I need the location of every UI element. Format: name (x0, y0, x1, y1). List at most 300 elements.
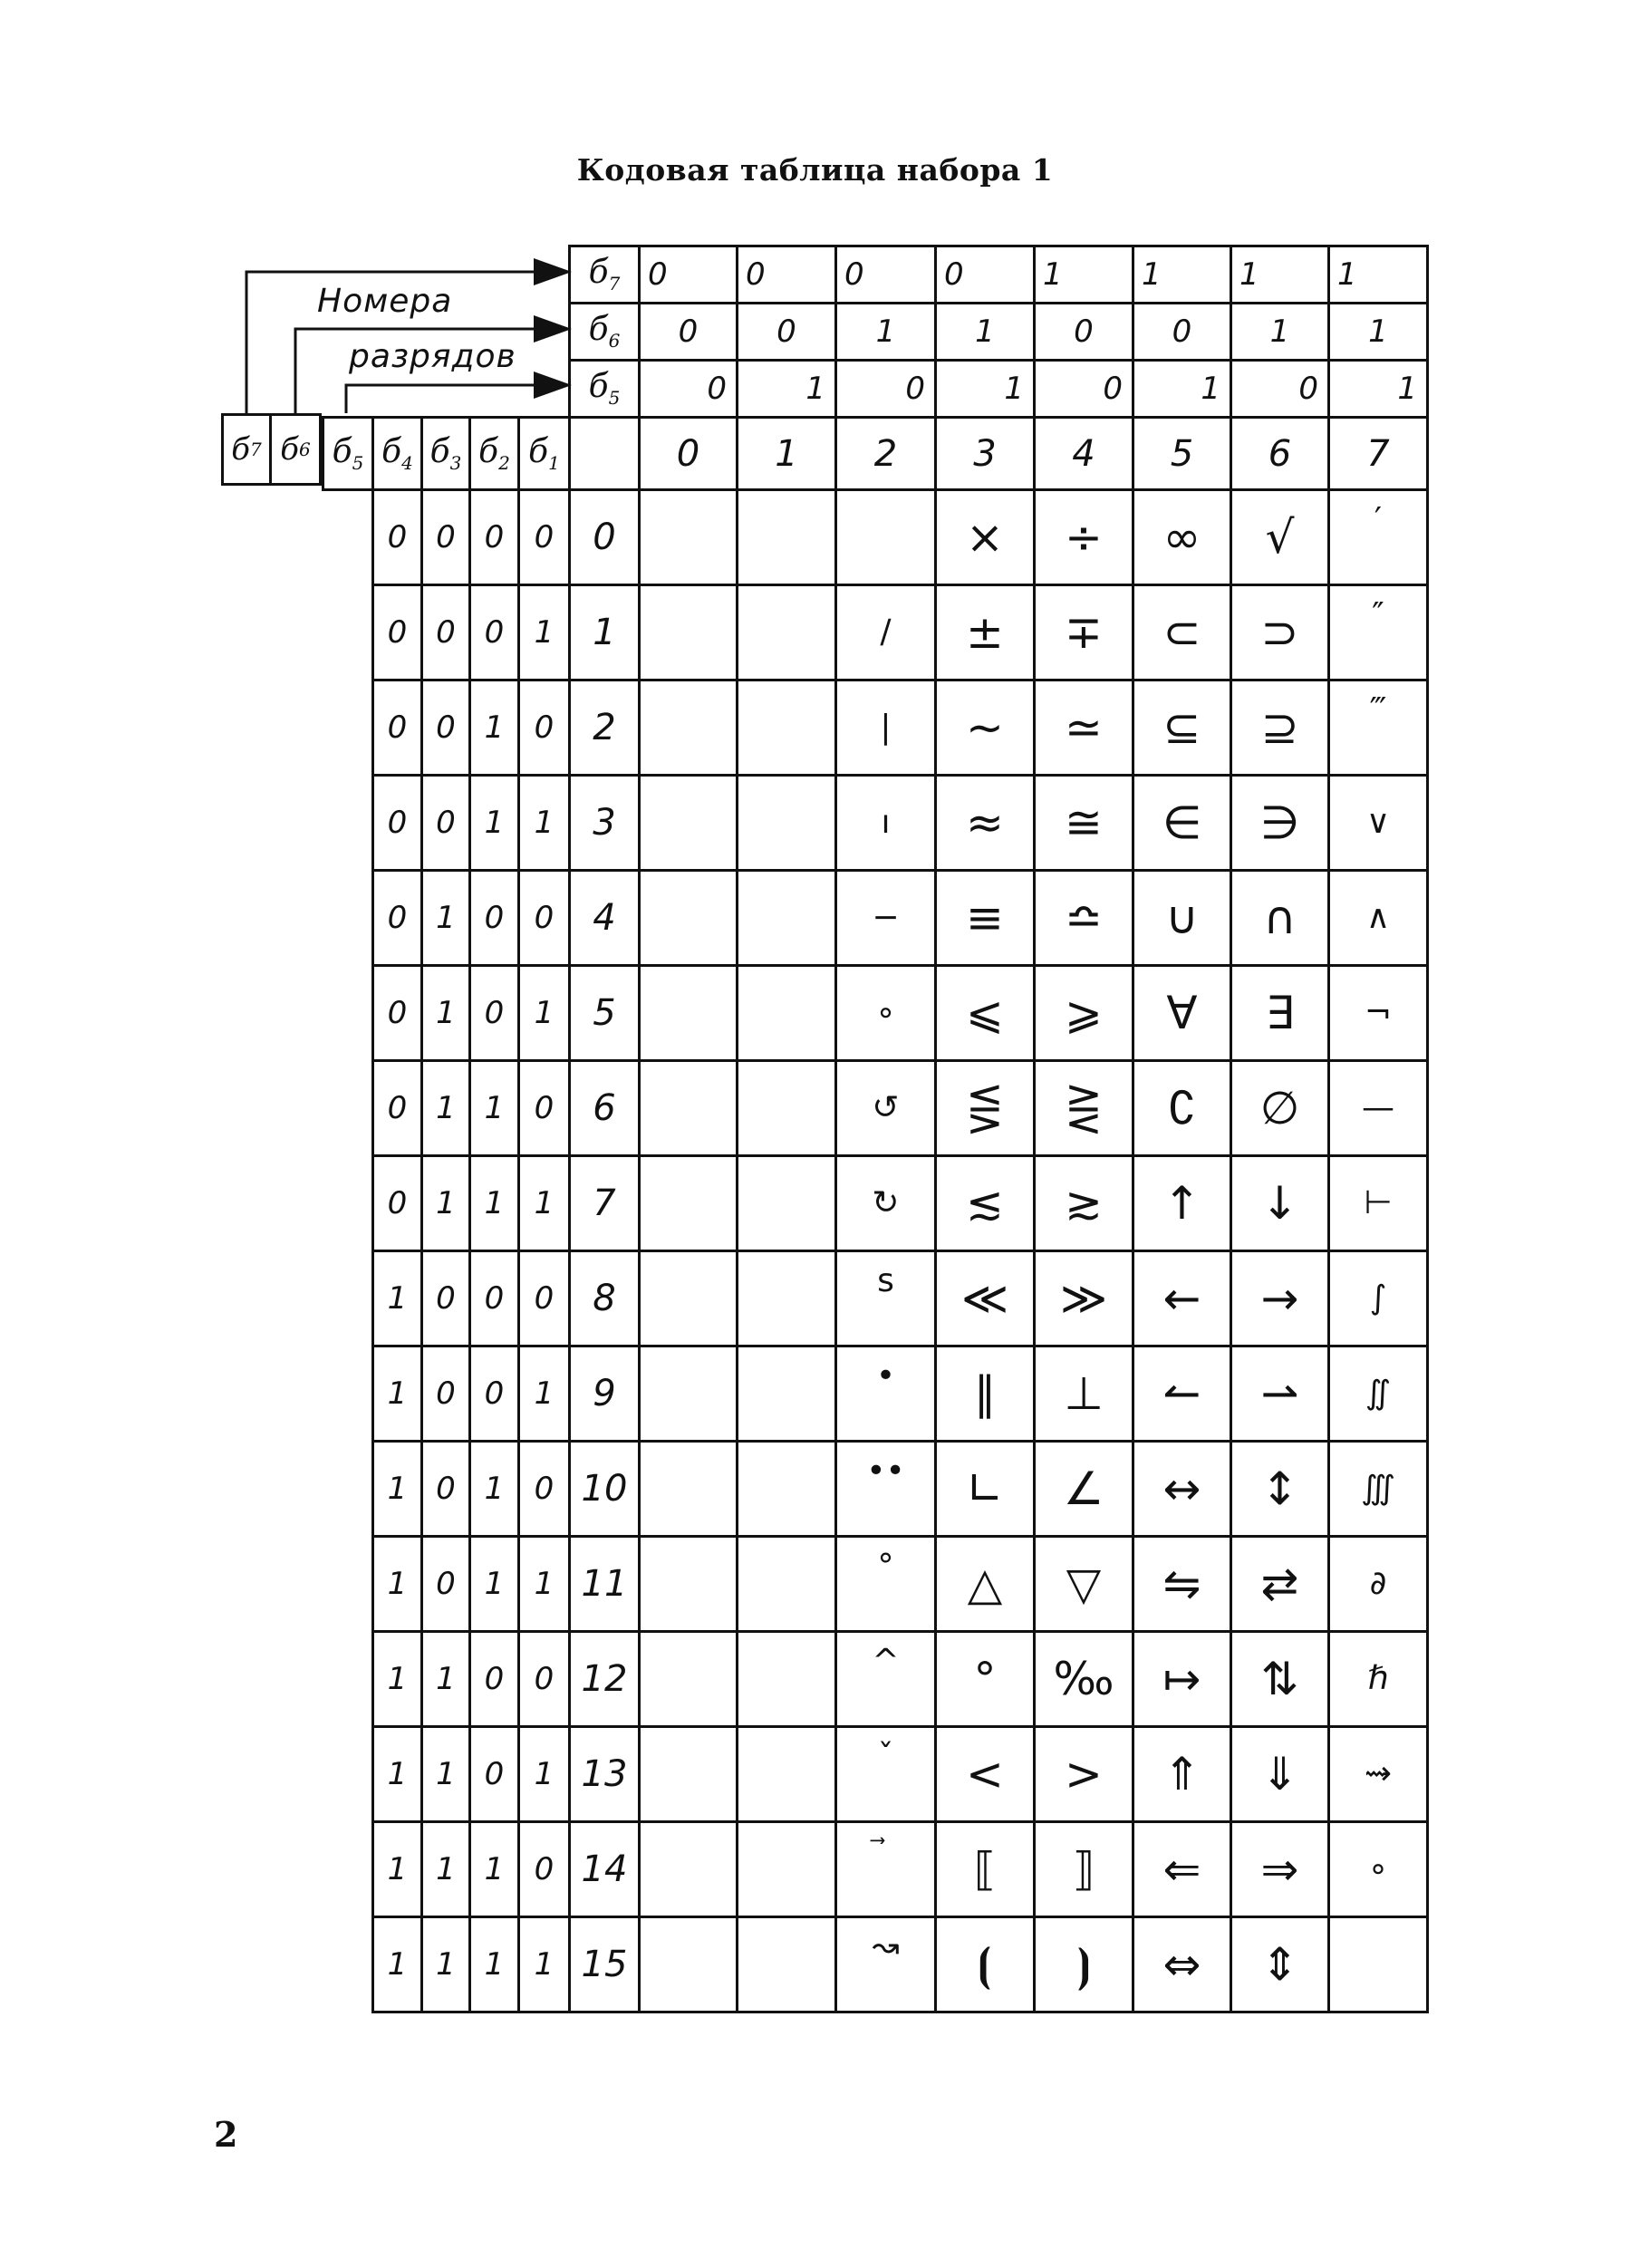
blank-cell (323, 1442, 373, 1537)
row-bit: 1 (519, 585, 570, 680)
table-row (323, 1156, 1428, 1251)
symbol-cell (738, 1727, 836, 1822)
blank-cell (323, 1061, 373, 1156)
blank-cell (323, 1727, 373, 1822)
caption-bits: разрядов (349, 338, 516, 375)
bit-label-b4: $б_4$ (373, 418, 422, 490)
symbol-cell: ⦗ (936, 1917, 1035, 2012)
symbol-cell: ℏ (1329, 1632, 1428, 1727)
symbol-cell: ‴ (1329, 680, 1428, 776)
row-bit: 1 (373, 1727, 422, 1822)
symbol-cell: ⦘ (1035, 1917, 1133, 2012)
header-bit-b7-col-2: 0 (836, 246, 936, 304)
symbol-cell (640, 1251, 738, 1346)
row-bit: 0 (422, 776, 470, 871)
symbol-cell: ∅ (1231, 1061, 1329, 1156)
row-bit: 0 (373, 1156, 422, 1251)
row-bit: 1 (470, 1442, 519, 1537)
table-row (323, 490, 1428, 585)
header-row-b5 (323, 361, 1428, 418)
row-bit: 1 (422, 1156, 470, 1251)
row-bit: 1 (519, 1917, 570, 2012)
symbol-cell (738, 1156, 836, 1251)
header-bit-b7-col-1: 0 (738, 246, 836, 304)
bit-label-b2: $б_2$ (470, 418, 519, 490)
row-bit: 0 (519, 680, 570, 776)
table-row (323, 1822, 1428, 1917)
symbol-cell: ↦ (1133, 1632, 1231, 1727)
blank-cell (323, 246, 373, 304)
symbol-cell: ∓ (1035, 585, 1133, 680)
symbol-cell: ∬ (1329, 1346, 1428, 1442)
blank-cell (422, 361, 470, 418)
symbol-cell: ⟧ (1035, 1822, 1133, 1917)
symbol-cell (640, 1822, 738, 1917)
column-number: 7 (1329, 418, 1428, 490)
symbol-cell: ⇄ (1231, 1537, 1329, 1632)
row-bit: 1 (470, 1061, 519, 1156)
table-row (323, 1537, 1428, 1632)
blank-cell (323, 361, 373, 418)
row-bit: 1 (373, 1822, 422, 1917)
row-bit: 0 (373, 871, 422, 966)
symbol-cell: ∥ (936, 1346, 1035, 1442)
symbol-cell: ≅ (1035, 776, 1133, 871)
symbol-cell: ⊃ (1231, 585, 1329, 680)
row-bit: 0 (422, 1251, 470, 1346)
symbol-cell: ∋ (1231, 776, 1329, 871)
symbol-cell: ↓ (1231, 1156, 1329, 1251)
symbol-cell: ≡ (936, 871, 1035, 966)
table-row (323, 585, 1428, 680)
symbol-cell: ¬ (1329, 966, 1428, 1061)
symbol-cell: ∘ (836, 966, 936, 1061)
symbol-cell: > (1035, 1727, 1133, 1822)
row-code: 12 (570, 1632, 640, 1727)
table-row (323, 1442, 1428, 1537)
symbol-cell (640, 1632, 738, 1727)
row-bit: 1 (470, 1917, 519, 2012)
blank-cell (323, 1822, 373, 1917)
table-row (323, 966, 1428, 1061)
symbol-cell (640, 871, 738, 966)
symbol-cell: ↺ (836, 1061, 936, 1156)
header-row-b7 (323, 246, 1428, 304)
row-bit: 0 (422, 490, 470, 585)
symbol-cell: ⩽ (936, 966, 1035, 1061)
bit-label-b1: $б_1$ (519, 418, 570, 490)
table-row (323, 680, 1428, 776)
blank-cell (323, 304, 373, 361)
symbol-cell: ⊇ (1231, 680, 1329, 776)
symbol-cell: △ (936, 1537, 1035, 1632)
symbol-cell (640, 490, 738, 585)
symbol-cell: ⋚ (936, 1061, 1035, 1156)
symbol-cell (640, 1346, 738, 1442)
symbol-cell: ⇑ (1133, 1727, 1231, 1822)
symbol-cell: ↼ (1133, 1346, 1231, 1442)
symbol-cell: ∫ (1329, 1251, 1428, 1346)
row-bit: 1 (422, 871, 470, 966)
header-bit-b6-col-4: 0 (1035, 304, 1133, 361)
symbol-cell (738, 490, 836, 585)
symbol-cell (640, 680, 738, 776)
blank-cell (519, 304, 570, 361)
row-bit: 0 (519, 871, 570, 966)
header-bit-b6-col-3: 1 (936, 304, 1035, 361)
header-label-b7: $б_7$ (570, 246, 640, 304)
symbol-cell (738, 1346, 836, 1442)
row-bit: 1 (519, 966, 570, 1061)
table-row (323, 1917, 1428, 2012)
corner-cell (570, 418, 640, 490)
row-code: 13 (570, 1727, 640, 1822)
row-code: 11 (570, 1537, 640, 1632)
blank-cell (373, 246, 422, 304)
header-bit-b5-col-3: 1 (936, 361, 1035, 418)
row-bit: 1 (422, 1727, 470, 1822)
row-code: 10 (570, 1442, 640, 1537)
header-bit-b6-col-0: 0 (640, 304, 738, 361)
symbol-cell: • (836, 1346, 936, 1442)
symbol-cell (640, 776, 738, 871)
row-code: 7 (570, 1156, 640, 1251)
row-bit: 0 (519, 1632, 570, 1727)
blank-cell (323, 1632, 373, 1727)
row-code: 5 (570, 966, 640, 1061)
symbol-cell: ≃ (1035, 680, 1133, 776)
blank-cell (519, 246, 570, 304)
row-bit: 1 (422, 1822, 470, 1917)
symbol-cell: ↑ (1133, 1156, 1231, 1251)
symbol-cell: ∟ (936, 1442, 1035, 1537)
column-number: 4 (1035, 418, 1133, 490)
column-number: 2 (836, 418, 936, 490)
header-row-b6 (323, 304, 1428, 361)
symbol-cell: → (1231, 1251, 1329, 1346)
row-bit: 1 (470, 1537, 519, 1632)
symbol-cell (1329, 1917, 1428, 2012)
bit-label-b3: $б_3$ (422, 418, 470, 490)
row-code: 4 (570, 871, 640, 966)
symbol-cell: ⊆ (1133, 680, 1231, 776)
row-bit: 0 (422, 585, 470, 680)
symbol-cell: ° (936, 1632, 1035, 1727)
row-bit: 1 (470, 776, 519, 871)
column-number: 1 (738, 418, 836, 490)
table-row (323, 1632, 1428, 1727)
symbol-cell: ∁ (1133, 1061, 1231, 1156)
table-row (323, 1346, 1428, 1442)
blank-cell (323, 776, 373, 871)
symbol-cell: ↔ (1133, 1442, 1231, 1537)
blank-cell (470, 361, 519, 418)
header-bit-b5-col-7: 1 (1329, 361, 1428, 418)
row-bit: 0 (470, 1727, 519, 1822)
symbol-cell: ∂ (1329, 1537, 1428, 1632)
symbol-cell (640, 1727, 738, 1822)
table-row (323, 1061, 1428, 1156)
symbol-cell: ‰ (1035, 1632, 1133, 1727)
header-bit-b6-col-6: 1 (1231, 304, 1329, 361)
symbol-cell (738, 680, 836, 776)
header-bit-b5-col-6: 0 (1231, 361, 1329, 418)
blank-cell (323, 1156, 373, 1251)
code-table (322, 245, 1429, 2013)
blank-cell (373, 361, 422, 418)
symbol-cell: ▽ (1035, 1537, 1133, 1632)
symbol-cell: ⇝ (1329, 1727, 1428, 1822)
symbol-cell: ′ (1329, 490, 1428, 585)
table-row (323, 871, 1428, 966)
symbol-cell: ⇐ (1133, 1822, 1231, 1917)
blank-cell (323, 1537, 373, 1632)
row-bit: 1 (519, 1727, 570, 1822)
blank-cell (470, 304, 519, 361)
symbol-cell: ⇋ (1133, 1537, 1231, 1632)
row-bit: 1 (373, 1442, 422, 1537)
symbol-cell: ∪ (1133, 871, 1231, 966)
symbol-cell: ∘ (1329, 1822, 1428, 1917)
caption-numbers: Номера (317, 283, 453, 320)
header-label-b6: $б_6$ (570, 304, 640, 361)
symbol-cell: ↻ (836, 1156, 936, 1251)
symbol-cell (738, 1917, 836, 2012)
blank-cell (323, 966, 373, 1061)
symbol-cell: ← (1133, 1251, 1231, 1346)
symbol-cell: ∨ (1329, 776, 1428, 871)
header-bit-b7-col-3: 0 (936, 246, 1035, 304)
blank-cell (422, 246, 470, 304)
blank-cell (323, 1346, 373, 1442)
bit-label-b5: $б_5$ (323, 418, 373, 490)
symbol-cell: ⊥ (1035, 1346, 1133, 1442)
row-bit: 0 (422, 1442, 470, 1537)
symbol-cell: ı (836, 776, 936, 871)
symbol-cell: ⇓ (1231, 1727, 1329, 1822)
symbol-cell: ⇒ (1231, 1822, 1329, 1917)
symbol-cell (640, 1061, 738, 1156)
symbol-cell: ∼ (936, 680, 1035, 776)
symbol-cell: ⇕ (1231, 1917, 1329, 2012)
row-bit: 0 (470, 585, 519, 680)
header-bit-b7-col-5: 1 (1133, 246, 1231, 304)
symbol-cell: ⇀ (1231, 1346, 1329, 1442)
symbol-cell: s (836, 1251, 936, 1346)
symbol-cell (738, 1822, 836, 1917)
symbol-cell: •• (836, 1442, 936, 1537)
row-bit: 0 (422, 680, 470, 776)
symbol-cell: ≪ (936, 1251, 1035, 1346)
blank-cell (323, 1251, 373, 1346)
symbol-cell: ∧ (1329, 871, 1428, 966)
symbol-cell: ∞ (1133, 490, 1231, 585)
row-bit: 0 (422, 1537, 470, 1632)
row-bit: 0 (470, 966, 519, 1061)
symbol-cell: — (1329, 1061, 1428, 1156)
row-code: 9 (570, 1346, 640, 1442)
row-bit: 0 (470, 1251, 519, 1346)
column-number: 3 (936, 418, 1035, 490)
row-bit: 0 (373, 966, 422, 1061)
table-row (323, 1251, 1428, 1346)
symbol-cell (640, 585, 738, 680)
row-bit: 1 (422, 1061, 470, 1156)
symbol-cell: ⊂ (1133, 585, 1231, 680)
symbol-cell (738, 871, 836, 966)
symbol-cell: ⇔ (1133, 1917, 1231, 2012)
header-bit-b5-col-5: 1 (1133, 361, 1231, 418)
blank-cell (373, 304, 422, 361)
row-bit: 1 (373, 1251, 422, 1346)
row-code: 0 (570, 490, 640, 585)
symbol-cell (738, 585, 836, 680)
symbol-cell: ⊢ (1329, 1156, 1428, 1251)
symbol-cell: ± (936, 585, 1035, 680)
symbol-cell: ⋛ (1035, 1061, 1133, 1156)
symbol-cell: ∭ (1329, 1442, 1428, 1537)
blank-cell (323, 871, 373, 966)
page-number: 2 (214, 2114, 238, 2155)
symbol-cell: ≈ (936, 776, 1035, 871)
header-bit-b6-col-2: 1 (836, 304, 936, 361)
symbol-cell: ÷ (1035, 490, 1133, 585)
header-bit-b5-col-0: 0 (640, 361, 738, 418)
row-bit: 1 (422, 1917, 470, 2012)
row-bit: 0 (519, 1061, 570, 1156)
symbol-cell: ≲ (936, 1156, 1035, 1251)
row-bit: 0 (373, 1061, 422, 1156)
row-code: 8 (570, 1251, 640, 1346)
header-bit-b6-col-5: 0 (1133, 304, 1231, 361)
row-bit: 1 (373, 1917, 422, 2012)
symbol-cell (738, 1537, 836, 1632)
symbol-cell: √ (1231, 490, 1329, 585)
symbol-cell (640, 1537, 738, 1632)
symbol-cell: < (936, 1727, 1035, 1822)
header-bit-b7-col-0: 0 (640, 246, 738, 304)
header-bit-b7-col-7: 1 (1329, 246, 1428, 304)
symbol-cell: ⩾ (1035, 966, 1133, 1061)
blank-cell (323, 1917, 373, 2012)
symbol-cell (738, 1251, 836, 1346)
page-title: Кодовая таблица набора 1 (576, 152, 1054, 188)
row-bit: 0 (470, 490, 519, 585)
row-bit: 1 (470, 1822, 519, 1917)
row-bit: 1 (470, 680, 519, 776)
symbol-cell (836, 1822, 936, 1917)
symbol-cell: ″ (1329, 585, 1428, 680)
symbol-cell (738, 1061, 836, 1156)
symbol-cell: ↝ (836, 1917, 936, 2012)
blank-cell (519, 361, 570, 418)
symbol-cell: ^ (836, 1632, 936, 1727)
symbol-cell (640, 966, 738, 1061)
symbol-cell (640, 1442, 738, 1537)
row-bit: 1 (373, 1632, 422, 1727)
row-bit: 0 (470, 871, 519, 966)
row-bit: 0 (373, 776, 422, 871)
row-bit: 0 (519, 1822, 570, 1917)
symbol-cell: ∩ (1231, 871, 1329, 966)
symbol-cell: ∀ (1133, 966, 1231, 1061)
header-bit-b5-col-4: 0 (1035, 361, 1133, 418)
row-bit: 0 (519, 1442, 570, 1537)
header-bit-b7-col-6: 1 (1231, 246, 1329, 304)
symbol-cell: | (836, 680, 936, 776)
blank-cell (470, 246, 519, 304)
row-bit: 1 (470, 1156, 519, 1251)
header-label-b5: $б_5$ (570, 361, 640, 418)
symbol-cell: ≏ (1035, 871, 1133, 966)
row-bit: 1 (519, 1346, 570, 1442)
blank-cell (323, 585, 373, 680)
symbol-cell: ° (836, 1537, 936, 1632)
header-bit-b5-col-2: 0 (836, 361, 936, 418)
row-bit: 1 (519, 1156, 570, 1251)
symbol-cell (738, 776, 836, 871)
symbol-cell (738, 1442, 836, 1537)
column-number: 0 (640, 418, 738, 490)
row-code: 3 (570, 776, 640, 871)
row-bit: 0 (519, 490, 570, 585)
symbol-cell: ⟦ (936, 1822, 1035, 1917)
table-row (323, 1727, 1428, 1822)
row-bit: 0 (373, 585, 422, 680)
symbol-cell: ≫ (1035, 1251, 1133, 1346)
column-number: 5 (1133, 418, 1231, 490)
row-bit: 1 (422, 1632, 470, 1727)
row-code: 2 (570, 680, 640, 776)
blank-cell (323, 490, 373, 585)
header-bit-b7-col-4: 1 (1035, 246, 1133, 304)
blank-cell (422, 304, 470, 361)
symbol-cell: ∠ (1035, 1442, 1133, 1537)
row-bit: 1 (519, 1537, 570, 1632)
symbol-cell (738, 1632, 836, 1727)
symbol-cell (640, 1917, 738, 2012)
symbol-cell: × (936, 490, 1035, 585)
row-bit: 0 (519, 1251, 570, 1346)
row-code: 15 (570, 1917, 640, 2012)
row-bit: 0 (470, 1632, 519, 1727)
row-bit: 1 (422, 966, 470, 1061)
bit-label-b7: б 7 (221, 413, 272, 486)
row-bit: 0 (470, 1346, 519, 1442)
header-bit-b5-col-1: 1 (738, 361, 836, 418)
row-bit: 1 (373, 1537, 422, 1632)
symbol-cell: − (836, 871, 936, 966)
symbol-cell: ↕ (1231, 1442, 1329, 1537)
symbol-cell (640, 1156, 738, 1251)
row-code: 6 (570, 1061, 640, 1156)
row-bit: 0 (422, 1346, 470, 1442)
symbol-cell: ∃ (1231, 966, 1329, 1061)
row-bit: 0 (373, 490, 422, 585)
symbol-cell: ⇅ (1231, 1632, 1329, 1727)
row-code: 1 (570, 585, 640, 680)
blank-cell (323, 680, 373, 776)
bit-label-b6: б 6 (269, 413, 322, 486)
symbol-cell (738, 966, 836, 1061)
symbol-cell: ∕ (836, 585, 936, 680)
row-bit: 1 (519, 776, 570, 871)
symbol-cell: ∈ (1133, 776, 1231, 871)
row-bit: 0 (373, 680, 422, 776)
row-bit: 1 (373, 1346, 422, 1442)
row-code: 14 (570, 1822, 640, 1917)
symbol-cell (836, 490, 936, 585)
